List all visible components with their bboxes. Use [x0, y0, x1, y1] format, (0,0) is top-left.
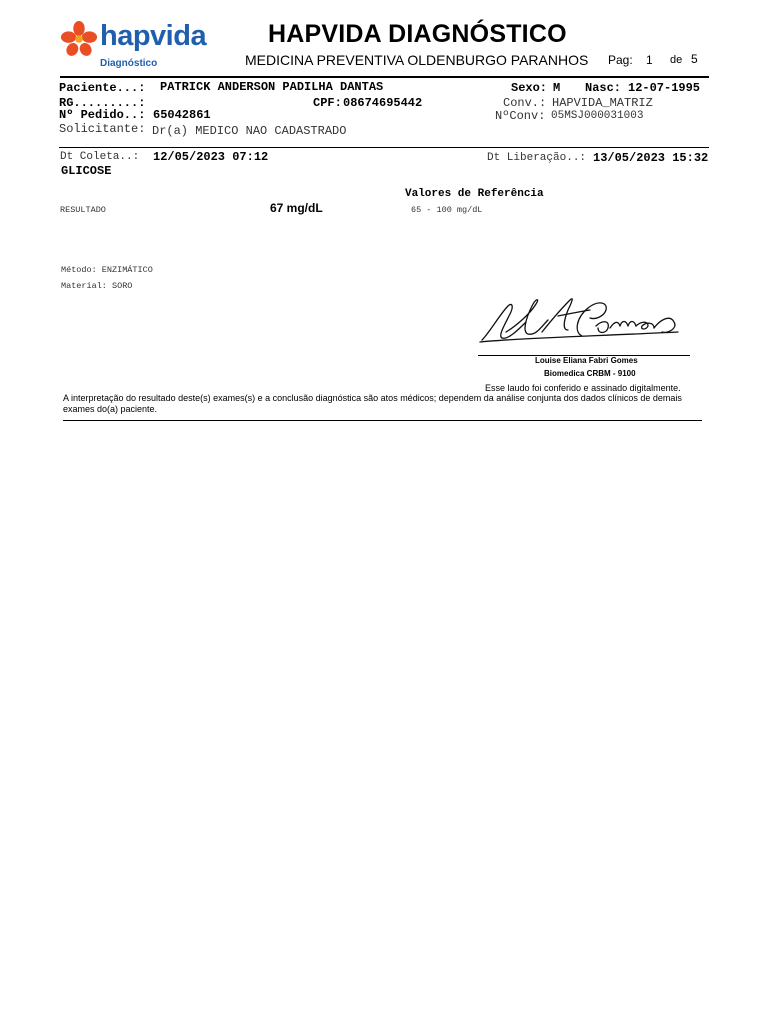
nconv-value: 05MSJ000031003: [551, 110, 644, 122]
page-title: HAPVIDA DIAGNÓSTICO: [268, 20, 567, 48]
rg-label: RG.........:: [59, 96, 146, 110]
sex-label: Sexo:: [511, 81, 548, 95]
result-value: 67 mg/dL: [270, 201, 323, 215]
release-label: Dt Liberação..:: [487, 152, 587, 164]
reference-range: 65 - 100 mg/dL: [411, 205, 483, 215]
order-label: Nº Pedido..:: [59, 108, 146, 122]
birth-label: Nasc:: [585, 81, 622, 95]
unit-name: MEDICINA PREVENTIVA OLDENBURGO PARANHOS: [245, 52, 589, 68]
header-divider: [60, 76, 709, 78]
material: Material: SORO: [61, 281, 133, 291]
signature-image: [478, 292, 683, 348]
birth-value: 12-07-1995: [628, 81, 701, 95]
brand-subtitle: Diagnóstico: [100, 58, 158, 69]
nconv-label: NºConv:: [495, 109, 546, 123]
exam-name: GLICOSE: [61, 164, 112, 178]
patient-name: PATRICK ANDERSON PADILHA DANTAS: [160, 80, 384, 94]
cpf-label: CPF:: [313, 96, 342, 110]
requester-label: Solicitante:: [59, 122, 146, 136]
collect-date: 12/05/2023 07:12: [153, 150, 269, 164]
conv-value: HAPVIDA_MATRIZ: [552, 96, 653, 110]
reference-header: Valores de Referência: [405, 188, 544, 200]
requester-value: Dr(a) MEDICO NAO CADASTRADO: [152, 124, 347, 138]
signer-name: Louise Eliana Fabri Gomes: [535, 356, 638, 365]
signer-title: Biomedica CRBM - 9100: [544, 369, 636, 378]
result-label: RESULTADO: [60, 205, 106, 215]
conv-label: Conv.:: [503, 96, 547, 110]
page-total: 5: [691, 52, 698, 66]
sex-value: M: [553, 81, 561, 95]
order-value: 65042861: [153, 108, 211, 122]
medical-disclaimer: A interpretação do resultado deste(s) exames(s) e a conclusão diagnóstica são atos médicos; dependem da análise conjunta dos dados clínicos de demais exames do(a) paciente.: [63, 393, 682, 414]
footer-divider: [63, 420, 702, 421]
page-current: 1: [646, 53, 653, 67]
brand-name: hapvida: [100, 20, 207, 52]
release-date: 13/05/2023 15:32: [593, 151, 709, 165]
page-of-label: de: [670, 54, 683, 66]
cpf-value: 08674695442: [343, 96, 423, 110]
page-label: Pag:: [608, 53, 633, 67]
method: Método: ENZIMÁTICO: [61, 265, 153, 275]
digital-signature-note: Esse laudo foi conferido e assinado digitalmente.: [485, 383, 681, 393]
collect-label: Dt Coleta..:: [60, 151, 140, 163]
patient-divider: [59, 147, 709, 148]
hapvida-flower-logo-icon: [60, 20, 98, 58]
patient-name-label: Paciente...:: [59, 81, 146, 95]
